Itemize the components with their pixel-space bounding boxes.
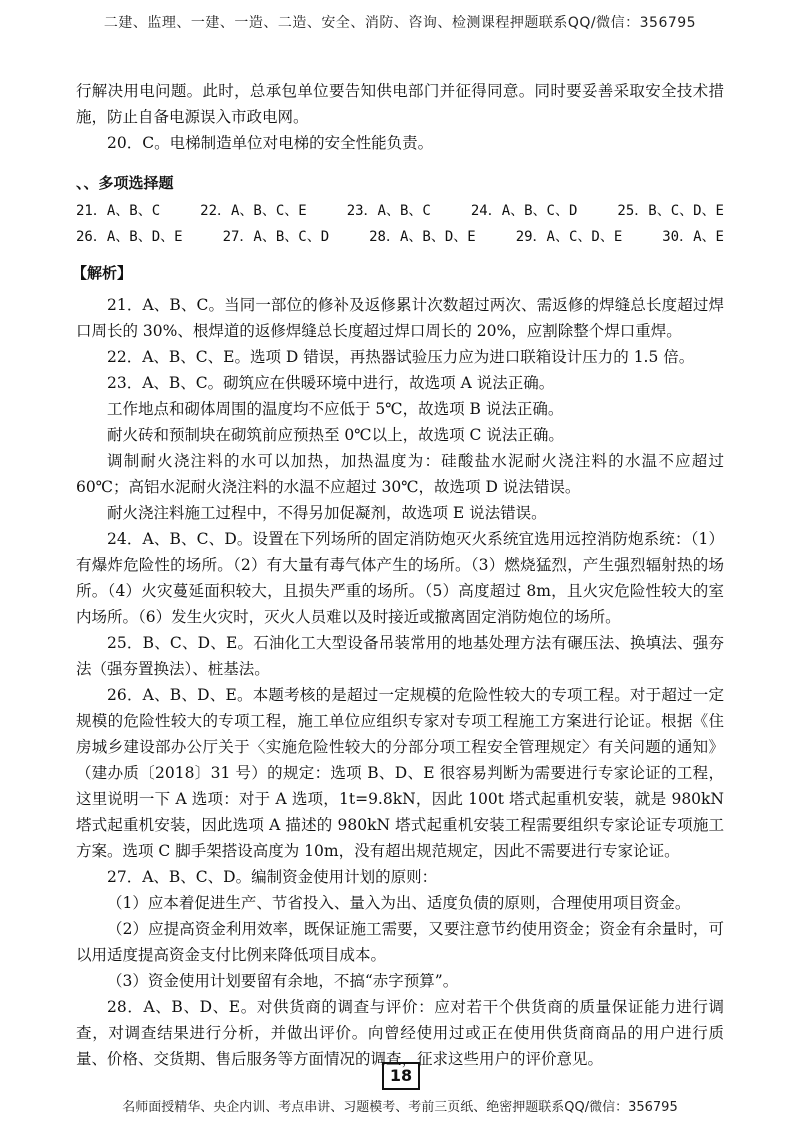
analysis-paragraph: 22．A、B、C、E。选项 D 错误，再热器试验压力应为进口联箱设计压力的 1.5 倍。	[107, 348, 695, 366]
analysis-paragraph: 27．A、B、C、D。编制资金使用计划的原则：	[107, 868, 438, 886]
page-content	[72, 78, 724, 1072]
answer-item: 30．A、E	[662, 229, 724, 245]
analysis-paragraph: 21．A、B、C。当同一部位的修补及返修累计次数超过两次、需返修的焊缝总长度超过焊口周长的 30%、根焊道的返修焊缝总长度超过焊口周长的 20%，应割除整个焊口重焊。	[76, 296, 724, 340]
analysis-paragraph: 23．A、B、C。砌筑应在供暖环境中进行，故选项 A 说法正确。	[107, 374, 555, 392]
analysis-paragraph: 耐火浇注料施工过程中，不得另加促凝剂，故选项 E 说法错误。	[107, 504, 547, 522]
analysis-paragraph: 耐火砖和预制块在砌筑前应预热至 0℃以上，故选项 C 说法正确。	[107, 426, 564, 444]
answer-item: 27．A、B、C、D	[222, 229, 330, 245]
analysis-title: 【解析】	[72, 264, 133, 282]
page-footer: 名师面授精华、央企内训、考点串讲、习题模考、考前三页纸、绝密押题联系QQ/微信：356795	[122, 1100, 678, 1115]
analysis-paragraph: 24．A、B、C、D。设置在下列场所的固定消防炮灭火系统宜选用远控消防炮系统：（1）有爆炸危险性的场所。（2）有大量有毒气体产生的场所。（3）燃烧猛烈，产生强烈辐射热的场所。（4）火灾蔓延面积较大，且损失严重的场所。（5）高度超过 8m，且火灾危险性较大的室内场所。（6）发生火灾时，灭火人员难以及时接近或撤离固定消防炮位的场所。	[76, 530, 724, 626]
analysis-paragraph: 26．A、B、D、E。本题考核的是超过一定规模的危险性较大的专项工程。对于超过一定规模的危险性较大的专项工程，施工单位应组织专家对专项工程施工方案进行论证。根据《住房城乡建设部办公厅关于〈实施危险性较大的分部分项工程安全管理规定〉有关问题的通知》（建办质〔2018〕31 号）的规定：选项 B、D、E 很容易判断为需要进行专家论证的工程，这里说明一下 A 选项：对于 A 选项，1t=9.8kN，因此 100t 塔式起重机安装，就是 980kN 塔式起重机安装，因此选项 A 描述的 980kN 塔式起重机安装工程需要组织专家论证专项施工方案。选项 C 脚手架搭设高度为 10m，没有超出规范规定，因此不需要进行专家论证。	[76, 686, 724, 860]
intro-continuation: 行解决用电问题。此时，总承包单位要告知供电部门并征得同意。同时要妥善采取安全技术措施，防止自备电源误入市政电网。	[76, 82, 724, 126]
analysis-paragraph: （1）应本着促进生产、节省投入、量入为出、适度负债的原则，合理使用项目资金。	[107, 894, 691, 912]
answer-row	[76, 198, 724, 224]
answer-item: 22．A、B、C、E	[200, 203, 307, 219]
page-header: 二建、监理、一建、一造、二造、安全、消防、咨询、检测课程押题联系QQ/微信：356795	[103, 15, 697, 31]
section-title-multiple-choice: 、、多项选择题	[76, 174, 174, 192]
analysis-paragraph: （2）应提高资金利用效率，既保证施工需要，又要注意节约使用资金；资金有余量时，可以用适度提高资金支付比例来降低项目成本。	[76, 920, 724, 964]
answer-item: 21．A、B、C	[76, 203, 161, 219]
answer-key	[76, 198, 724, 250]
analysis-paragraph: 28．A、B、D、E。对供货商的调查与评价：应对若干个供货商的质量保证能力进行调查，对调查结果进行分析，并做出评价。向曾经使用过或正在使用供货商商品的用户进行质量、价格、交货期、售后服务等方面情况的调查，征求这些用户的评价意见。	[76, 998, 724, 1068]
answer-20: 20．C。电梯制造单位对电梯的安全性能负责。	[107, 134, 434, 152]
analysis-paragraph: （3）资金使用计划要留有余地，不搞“赤字预算”。	[107, 972, 459, 990]
analysis-paragraph: 调制耐火浇注料的水可以加热，加热温度为：硅酸盐水泥耐火浇注料的水温不应超过 60℃；高铝水泥耐火浇注料的水温不应超过 30℃，故选项 D 说法错误。	[76, 452, 724, 496]
answer-item: 28．A、B、D、E	[369, 229, 476, 245]
answer-item: 24．A、B、C、D	[470, 203, 578, 219]
answer-item: 23．A、B、C	[346, 203, 431, 219]
answer-item: 25．B、C、D、E	[617, 203, 724, 219]
answer-row	[76, 224, 724, 250]
answer-item: 29．A、C、D、E	[515, 229, 623, 245]
page-number: 18	[382, 1062, 420, 1090]
answer-item: 26．A、B、D、E	[76, 229, 183, 245]
analysis-paragraph: 25．B、C、D、E。石油化工大型设备吊装常用的地基处理方法有碾压法、换填法、强夯法（强夯置换法）、桩基法。	[76, 634, 724, 678]
analysis-paragraph: 工作地点和砌体周围的温度均不应低于 5℃，故选项 B 说法正确。	[107, 400, 564, 418]
